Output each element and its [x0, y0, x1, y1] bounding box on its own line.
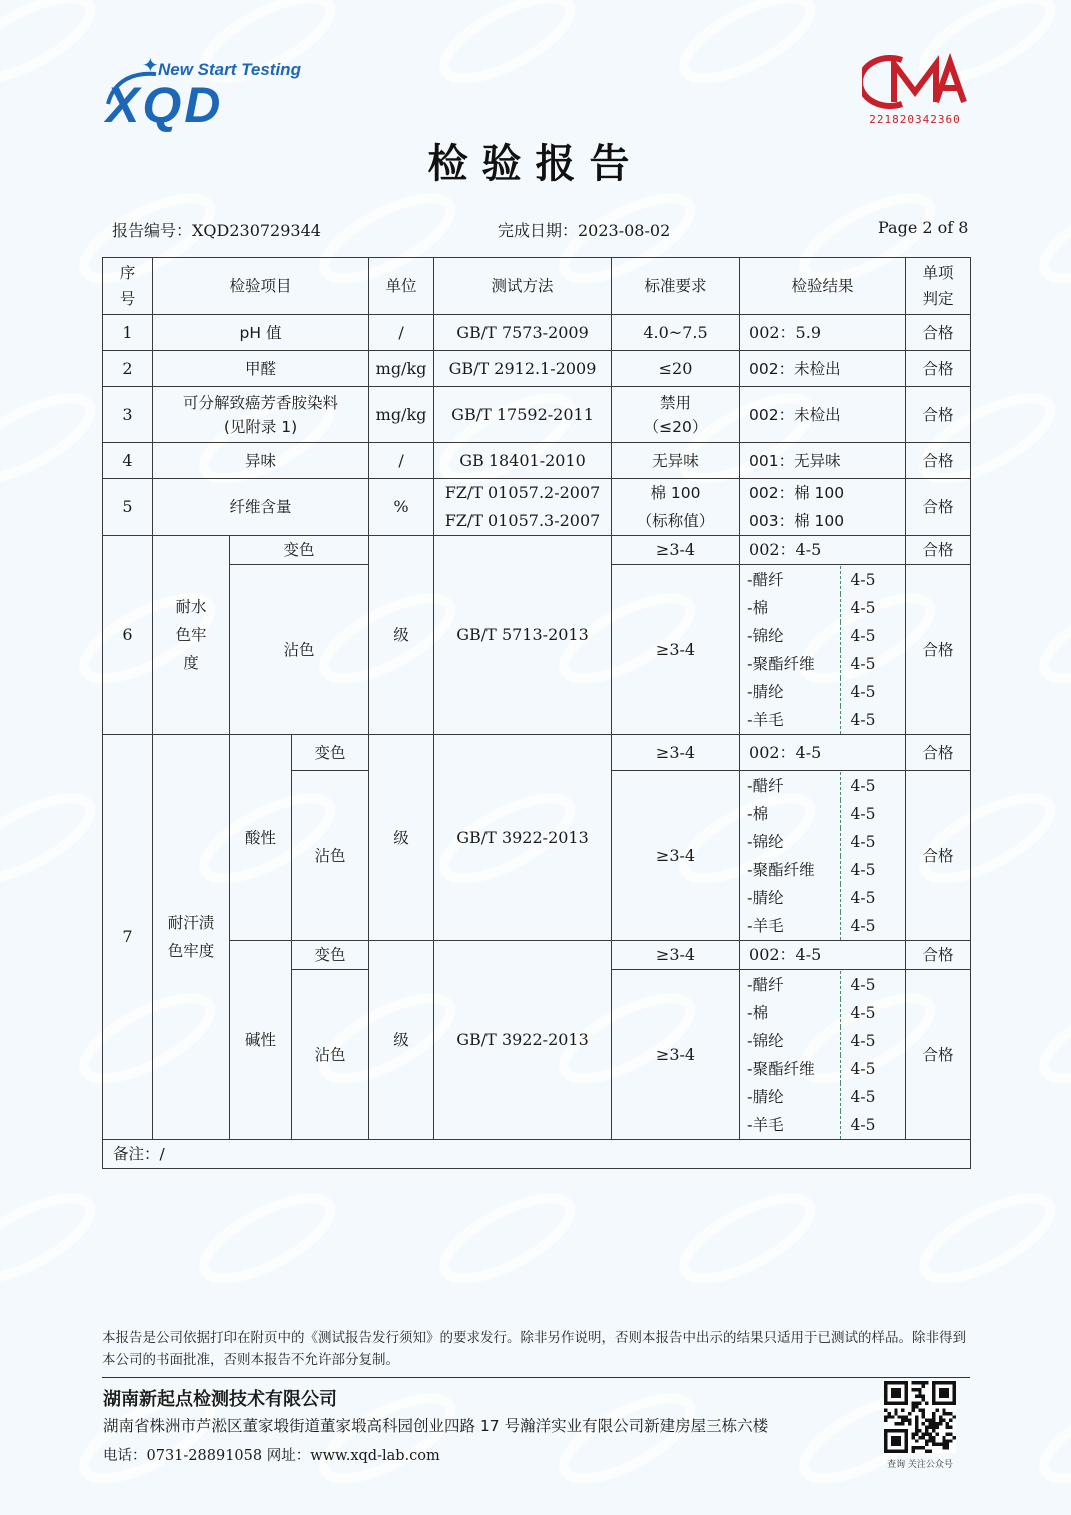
company-logo — [104, 52, 300, 134]
stain-grade: 4-5 — [850, 776, 876, 795]
row-unit: mg/kg — [369, 387, 434, 443]
stain-fiber: -醋纤 — [740, 772, 840, 800]
row-judgment: 合格 — [906, 479, 971, 536]
row-method — [434, 479, 612, 536]
stain-results — [740, 771, 906, 941]
change-judgment: 合格 — [906, 941, 971, 970]
stain-row — [740, 1111, 905, 1139]
stain-grade: 4-5 — [850, 710, 876, 729]
change-result: 002：4-5 — [740, 941, 906, 970]
stain-fiber: -棉 — [740, 800, 840, 828]
stain-grade: 4-5 — [850, 1031, 876, 1050]
row-judgment: 合格 — [906, 387, 971, 443]
qr-code-icon[interactable] — [884, 1381, 956, 1453]
row-standard: ≤20 — [612, 351, 740, 387]
row-seq: 3 — [103, 387, 153, 443]
change-standard: ≥3-4 — [612, 735, 740, 771]
watermark-mark — [673, 1183, 821, 1295]
stain-grade: 4-5 — [850, 570, 876, 589]
watermark-mark — [1033, 183, 1071, 295]
table-row — [103, 351, 971, 387]
stain-fiber: -腈纶 — [740, 678, 840, 706]
row-method: GB/T 2912.1-2009 — [434, 351, 612, 387]
stain-grade: 4-5 — [850, 804, 876, 823]
company-contact: 电话：0731-28891058 网址：www.xqd-lab.com — [103, 1448, 440, 1464]
qr-label: 查询 关注公众号 — [887, 1460, 953, 1470]
row-item-line2: (见附录 1) — [223, 417, 298, 436]
change-result: 002：4-5 — [740, 735, 906, 771]
watermark-mark — [553, 1383, 701, 1495]
row-method: GB/T 3922-2013 — [434, 941, 612, 1140]
stain-fiber: -棉 — [740, 999, 840, 1027]
row-method-line2: FZ/T 01057.3-2007 — [444, 511, 601, 530]
stain-results-list — [740, 772, 905, 940]
stain-grade: 4-5 — [850, 832, 876, 851]
stain-fiber: -醋纤 — [740, 566, 840, 594]
stain-fiber: -棉 — [740, 594, 840, 622]
row-result: 001：无异味 — [740, 443, 906, 479]
company-name: 湖南新起点检测技术有限公司 — [103, 1389, 337, 1410]
stain-grade: 4-5 — [850, 1115, 876, 1134]
stain-results — [740, 970, 906, 1140]
row-unit: 级 — [369, 536, 434, 735]
table-header-row — [103, 258, 971, 315]
change-label: 变色 — [292, 735, 369, 771]
stain-fiber: -羊毛 — [740, 912, 840, 940]
star-icon: ✦ — [142, 53, 159, 77]
table-row — [103, 387, 971, 443]
row-method: GB/T 7573-2009 — [434, 315, 612, 351]
row-standard — [612, 387, 740, 443]
remark: 备注：/ — [103, 1140, 971, 1169]
row-method: GB/T 17592-2011 — [434, 387, 612, 443]
row-seq: 5 — [103, 479, 153, 536]
stain-standard: ≥3-4 — [612, 970, 740, 1140]
change-result: 002：4-5 — [740, 536, 906, 565]
row-judgment: 合格 — [906, 315, 971, 351]
row-item-line1: 可分解致癌芳香胺染料 — [183, 393, 339, 412]
change-standard: ≥3-4 — [612, 536, 740, 565]
row-result-line1: 002：棉 100 — [749, 484, 845, 502]
change-judgment: 合格 — [906, 536, 971, 565]
company-address: 湖南省株洲市芦淞区董家塅街道董家塅高科园创业四路 17 号瀚洋实业有限公司新建房屋三栋六楼 — [103, 1417, 769, 1435]
report-title: 检验报告 — [427, 141, 644, 187]
stain-judgment: 合格 — [906, 565, 971, 735]
watermark-mark — [1033, 983, 1071, 1095]
row-unit: 级 — [369, 941, 434, 1140]
stain-grade: 4-5 — [850, 654, 876, 673]
logo-tagline: New Start Testing — [158, 60, 301, 79]
row-item: 纤维含量 — [153, 479, 369, 536]
stain-results-list — [740, 566, 905, 734]
row-item: 异味 — [153, 443, 369, 479]
stain-grade: 4-5 — [850, 1059, 876, 1078]
stain-grade: 4-5 — [850, 626, 876, 645]
stain-fiber: -腈纶 — [740, 884, 840, 912]
header-item: 检验项目 — [153, 258, 369, 315]
header-result: 检验结果 — [740, 258, 906, 315]
table-row — [103, 479, 971, 536]
stain-row — [740, 971, 905, 999]
footer-divider — [102, 1377, 970, 1378]
watermark-mark — [673, 0, 821, 94]
row-standard: 无异味 — [612, 443, 740, 479]
row-standard-line2: （标称值） — [636, 512, 715, 530]
row-judgment: 合格 — [906, 443, 971, 479]
stain-grade: 4-5 — [850, 860, 876, 879]
stain-fiber: -锦纶 — [740, 1027, 840, 1055]
stain-label: 沾色 — [292, 771, 369, 941]
stain-fiber: -锦纶 — [740, 622, 840, 650]
stain-fiber: -聚酯纤维 — [740, 1055, 840, 1083]
stain-label: 沾色 — [292, 970, 369, 1140]
stain-row — [740, 1083, 905, 1111]
stain-row — [740, 800, 905, 828]
watermark-mark — [0, 783, 101, 895]
row-result-line2: 003：棉 100 — [749, 512, 845, 530]
row-item: pH 值 — [153, 315, 369, 351]
row-standard-line2: （≤20） — [643, 417, 708, 436]
header-judgment: 单项判定 — [906, 258, 971, 315]
watermark-mark — [193, 1183, 341, 1295]
cma-seal-icon — [862, 52, 968, 112]
stain-grade: 4-5 — [850, 975, 876, 994]
row-item: 甲醛 — [153, 351, 369, 387]
stain-fiber: -腈纶 — [740, 1083, 840, 1111]
acid-label: 酸性 — [230, 735, 292, 941]
change-label: 变色 — [230, 536, 369, 565]
row-result — [740, 479, 906, 536]
row-judgment: 合格 — [906, 351, 971, 387]
watermark-mark — [433, 0, 581, 94]
row-unit: / — [369, 315, 434, 351]
table-row — [103, 315, 971, 351]
logo-letters: XQD — [106, 77, 224, 133]
disclaimer: 本报告是公司依据打印在附页中的《测试报告发行须知》的要求发行。除非另作说明，否则本报告中出示的结果只适用于已测试的样品。除非得到本公司的书面批准，否则本报告不允许部分复制。 — [102, 1330, 966, 1368]
watermark-mark — [1033, 583, 1071, 695]
stain-fiber: -聚酯纤维 — [740, 650, 840, 678]
stain-row — [740, 622, 905, 650]
watermark-mark — [0, 0, 101, 94]
stain-standard: ≥3-4 — [612, 771, 740, 941]
stain-label: 沾色 — [230, 565, 369, 735]
row-method: GB/T 3922-2013 — [434, 735, 612, 941]
stain-row — [740, 828, 905, 856]
row-unit: % — [369, 479, 434, 536]
stain-fiber: -醋纤 — [740, 971, 840, 999]
stain-row — [740, 594, 905, 622]
row-result: 002：5.9 — [740, 315, 906, 351]
completion-date: 完成日期：2023-08-02 — [498, 221, 671, 240]
stain-row — [740, 999, 905, 1027]
stain-row — [740, 912, 905, 940]
stain-row — [740, 566, 905, 594]
table-row — [103, 941, 971, 970]
stain-fiber: -锦纶 — [740, 828, 840, 856]
table-row — [103, 735, 971, 771]
stain-row — [740, 678, 905, 706]
row-item: 耐汗渍色牢度 — [153, 735, 230, 1140]
stain-fiber: -聚酯纤维 — [740, 856, 840, 884]
row-seq: 4 — [103, 443, 153, 479]
change-standard: ≥3-4 — [612, 941, 740, 970]
row-standard — [612, 479, 740, 536]
remark-row — [103, 1140, 971, 1169]
row-result: 002：未检出 — [740, 351, 906, 387]
alkali-label: 碱性 — [230, 941, 292, 1140]
stain-fiber: -羊毛 — [740, 706, 840, 734]
report-number: 报告编号：XQD230729344 — [112, 221, 321, 240]
watermark-mark — [0, 1183, 101, 1295]
row-item: 耐水色牢度 — [153, 536, 230, 735]
row-method-line1: FZ/T 01057.2-2007 — [444, 483, 601, 502]
stain-grade: 4-5 — [850, 1003, 876, 1022]
row-method: GB/T 5713-2013 — [434, 536, 612, 735]
row-standard-line1: 禁用 — [660, 393, 692, 412]
stain-grade: 4-5 — [850, 1087, 876, 1106]
stain-fiber: -羊毛 — [740, 1111, 840, 1139]
stain-row — [740, 706, 905, 734]
row-unit: / — [369, 443, 434, 479]
table-row — [103, 536, 971, 565]
stain-row — [740, 856, 905, 884]
watermark-mark — [913, 1183, 1061, 1295]
stain-results — [740, 565, 906, 735]
row-method: GB 18401-2010 — [434, 443, 612, 479]
stain-grade: 4-5 — [850, 888, 876, 907]
stain-grade: 4-5 — [850, 598, 876, 617]
table-row — [103, 443, 971, 479]
watermark-mark — [433, 1183, 581, 1295]
stain-grade: 4-5 — [850, 916, 876, 935]
stain-row — [740, 772, 905, 800]
row-result: 002：未检出 — [740, 387, 906, 443]
change-judgment: 合格 — [906, 735, 971, 771]
stain-row — [740, 1055, 905, 1083]
stain-row — [740, 884, 905, 912]
header-standard: 标准要求 — [612, 258, 740, 315]
header-seq: 序号 — [103, 258, 153, 315]
header-method: 测试方法 — [434, 258, 612, 315]
row-standard: 4.0~7.5 — [612, 315, 740, 351]
row-unit: mg/kg — [369, 351, 434, 387]
test-results-table — [102, 257, 971, 1169]
stain-grade: 4-5 — [850, 682, 876, 701]
row-seq: 7 — [103, 735, 153, 1140]
watermark-mark — [0, 383, 101, 495]
row-seq: 6 — [103, 536, 153, 735]
stain-judgment: 合格 — [906, 970, 971, 1140]
stain-standard: ≥3-4 — [612, 565, 740, 735]
stain-judgment: 合格 — [906, 771, 971, 941]
row-item — [153, 387, 369, 443]
header-unit: 单位 — [369, 258, 434, 315]
watermark-mark — [1033, 1383, 1071, 1495]
stain-row — [740, 1027, 905, 1055]
cma-certification-mark — [862, 52, 968, 130]
page-number: Page 2 of 8 — [878, 218, 969, 237]
row-seq: 1 — [103, 315, 153, 351]
stain-row — [740, 650, 905, 678]
change-label: 变色 — [292, 941, 369, 970]
row-standard-line1: 棉 100 — [650, 484, 701, 502]
row-seq: 2 — [103, 351, 153, 387]
stain-results-list — [740, 971, 905, 1139]
cma-number: 221820342360 — [869, 113, 961, 126]
row-unit: 级 — [369, 735, 434, 941]
